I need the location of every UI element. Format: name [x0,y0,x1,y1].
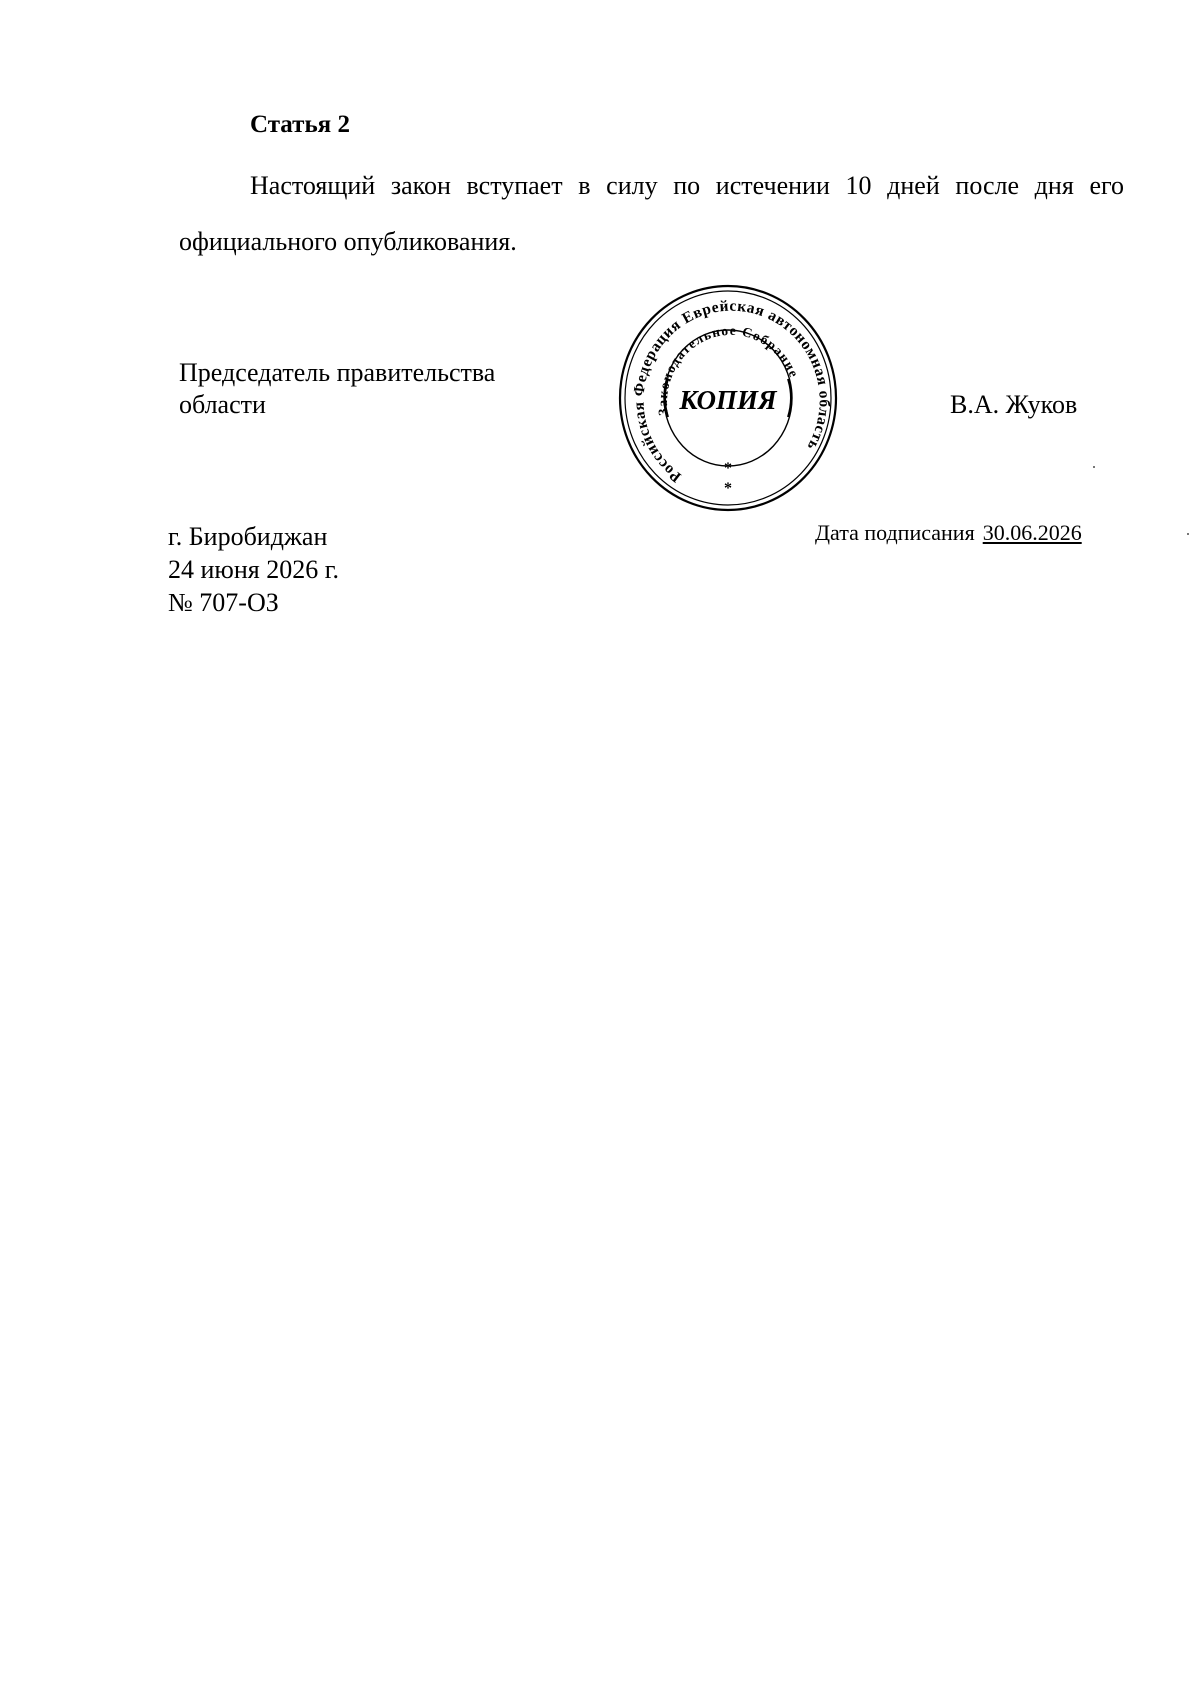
signing-date-label: Дата подписания [815,520,975,545]
official-seal [616,283,840,513]
signer-position [179,357,559,421]
article-body: Настоящий закон вступает в силу по истечении 10 дней после дня его официального опубликования. [179,171,1124,256]
seal-center-text: КОПИЯ [679,385,777,415]
article-heading: Статья 2 [250,111,350,138]
seal-stars: * [724,460,732,477]
document-number: № 707-ОЗ [168,588,279,617]
signer-name: В.А. Жуков [950,390,1078,419]
signing-date-value: 30.06.2026 [982,520,1082,545]
signing-date [815,519,1082,547]
document-date: 24 июня 2026 г. [168,555,339,584]
seal-stars-2: * [724,480,732,497]
scan-speck [1093,466,1095,468]
signer-position-line-1: Председатель правительства [179,358,496,387]
scan-speck [1187,533,1189,535]
document-city: г. Биробиджан [168,522,328,551]
seal-outer-text: Российская Федерация Еврейская автономная область [630,297,833,486]
document-details [168,520,339,619]
seal-inner-text: Законодательное Собрание [654,322,803,417]
signer-position-line-2: области [179,390,266,419]
